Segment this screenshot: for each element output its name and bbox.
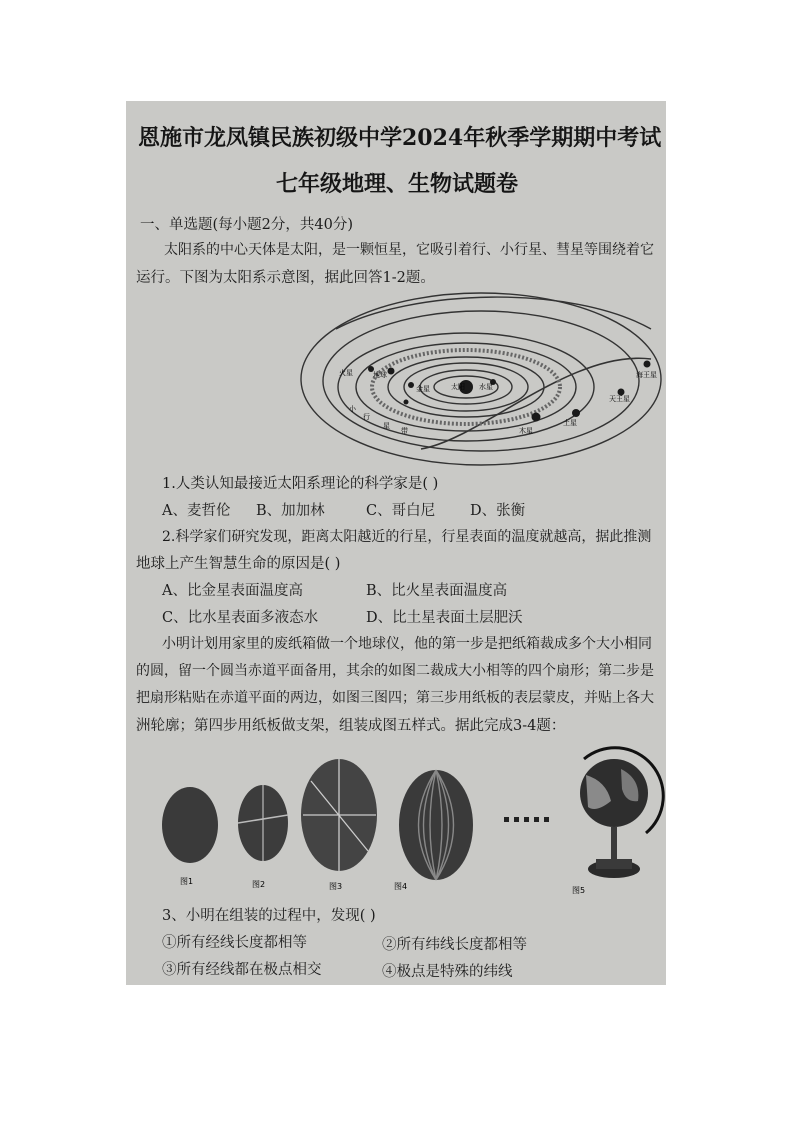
q2-option-d: D、比土星表面土层肥沃 [366, 610, 523, 626]
passage-line: 的圆，留一个圆当赤道平面备用，其余的如图二裁成大小相等的四个扇形；第二步是 [136, 663, 654, 679]
neptune-label: 海王星 [636, 371, 657, 379]
q3-option-1: ①所有经线长度都相等 [162, 935, 307, 951]
exam-title: 恩施市龙凤镇民族初级中学2024年秋季学期期中考试 [138, 125, 662, 151]
figure-5-caption: 图5 [572, 886, 586, 895]
question-2-stem: 地球上产生智慧生命的原因是( ) [136, 556, 341, 572]
q3-option-2: ②所有纬线长度都相等 [382, 937, 527, 953]
figure-3-sectors [301, 759, 377, 871]
asteroid-belt-label: 行 [363, 413, 370, 421]
venus-marker [404, 400, 409, 405]
q1-option-c: C、哥白尼 [366, 503, 436, 519]
ellipsis-dots [504, 817, 549, 822]
earth-icon [388, 368, 395, 375]
figure-2-caption: 图2 [252, 880, 266, 889]
uranus-label: 天王星 [609, 395, 630, 403]
q1-option-a: A、麦哲伦 [162, 503, 231, 519]
asteroid-belt-label: 带 [401, 427, 408, 435]
mars-label: 火星 [339, 369, 353, 377]
saturn-label: 土星 [563, 419, 577, 427]
passage-line: 把扇形粘贴在赤道平面的两边，如图三图四；第三步用纸板的表层蒙皮，并贴上各大 [136, 690, 654, 706]
figure-4-caption: 图4 [394, 882, 408, 891]
sun-label: 太阳 [451, 383, 465, 391]
passage-line: 小明计划用家里的废纸箱做一个地球仪，他的第一步是把纸箱裁成多个大小相同 [162, 636, 652, 652]
figure-1-caption: 图1 [180, 877, 194, 886]
q2-option-a: A、比金星表面温度高 [162, 583, 303, 599]
saturn-icon [572, 409, 580, 417]
q2-option-c: C、比水星表面多液态水 [162, 610, 319, 626]
question-2-stem: 2.科学家们研究发现，距离太阳越近的行星，行星表面的温度就越高，据此推测 [162, 529, 652, 545]
exam-subtitle: 七年级地理、生物试题卷 [276, 171, 519, 197]
figure-3-caption: 图3 [329, 882, 343, 891]
earth-label: 地球 [373, 371, 387, 379]
q1-option-b: B、加加林 [256, 503, 325, 519]
venus-icon [408, 382, 414, 388]
jupiter-icon [532, 413, 541, 422]
q3-option-4: ④极点是特殊的纬线 [382, 964, 513, 980]
figure-5-globe-icon [580, 748, 663, 878]
solar-system-diagram [331, 289, 661, 479]
q2-option-b: B、比火星表面温度高 [366, 583, 508, 599]
question-1-stem: 1.人类认知最接近太阳系理论的科学家是( ) [162, 476, 439, 492]
asteroid-belt-label: 小 [349, 405, 356, 413]
figure-1-circle [162, 787, 218, 863]
figure-2-sectors [238, 785, 288, 861]
venus-label: 金星 [416, 385, 430, 393]
exam-paper-photo [126, 101, 666, 985]
asteroid-belt-label: 星 [383, 422, 390, 430]
intro-line: 太阳系的中心天体是太阳，是一颗恒星，它吸引着行、小行星、彗星等围绕着它 [164, 242, 654, 258]
figure-4-ribbed-sphere [399, 770, 473, 880]
globe-figures [126, 741, 666, 911]
q3-option-3: ③所有经线都在极点相交 [162, 962, 322, 978]
mercury-label: 水星 [479, 383, 493, 391]
orbits [301, 293, 661, 465]
question-3-stem: 3、小明在组装的过程中，发现( ) [162, 908, 376, 924]
section-heading: 一、单选题(每小题2分，共40分) [140, 217, 353, 233]
neptune-icon [644, 361, 651, 368]
jupiter-label: 木星 [519, 427, 533, 435]
passage-line: 洲轮廓；第四步用纸板做支架，组装成图五样式。据此完成3-4题： [136, 718, 566, 734]
intro-line: 运行。下图为太阳系示意图，据此回答1-2题。 [136, 270, 435, 286]
q1-option-d: D、张衡 [470, 503, 526, 519]
